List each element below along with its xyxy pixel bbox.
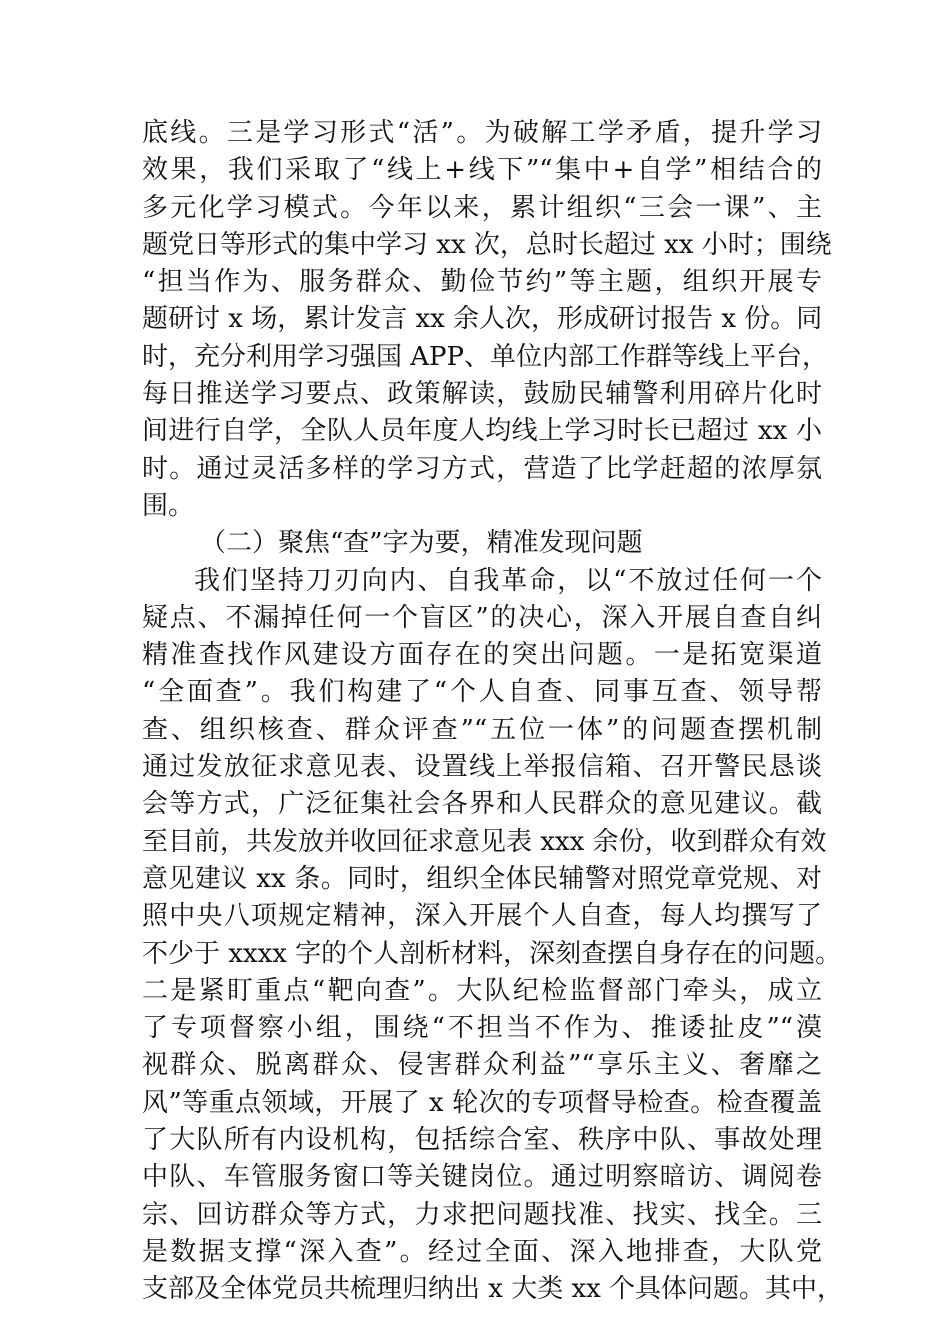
text-line: 精准查找作风建设方面存在的突出问题。一是拓宽渠道 — [142, 640, 822, 671]
text-line: 每日推送学习要点、政策解读，鼓励民辅警利用碎片化时 — [142, 379, 822, 410]
text-line: 围。 — [142, 490, 195, 521]
text-line: 了大队所有内设机构，包括综合室、秩序中队、事故处理 — [142, 1125, 822, 1156]
text-line: 至目前，共发放并收回征求意见表 xxx 余份，收到群众有效 — [142, 826, 827, 857]
text-line: 二是紧盯重点“靶向查”。大队纪检监督部门牵头，成立 — [142, 975, 822, 1006]
text-line: 意见建议 xx 条。同时，组织全体民辅警对照党章党规、对 — [142, 863, 822, 894]
text-line: “全面查”。我们构建了“个人自查、同事互查、领导帮 — [142, 677, 822, 708]
text-line: 题党日等形式的集中学习 xx 次，总时长超过 xx 小时；围绕 — [142, 229, 832, 260]
text-line: 不少于 xxxx 字的个人剖析材料，深刻查摆自身存在的问题。 — [142, 938, 842, 969]
text-line: 是数据支撑“深入查”。经过全面、深入地排查，大队党 — [142, 1236, 822, 1267]
text-line: 风”等重点领域，开展了 x 轮次的专项督导检查。检查覆盖 — [142, 1087, 822, 1118]
text-line: 查、组织核查、群众评查”“五位一体”的问题查摆机制 — [142, 714, 822, 745]
text-line: 支部及全体党员共梳理归纳出 x 大类 xx 个具体问题。其中， — [142, 1274, 844, 1305]
text-line: 会等方式，广泛征集社会各界和人民群众的意见建议。截 — [142, 789, 822, 820]
body-text — [142, 115, 844, 1309]
text-line: 时，充分利用学习强国 APP、单位内部工作群等线上平台， — [142, 341, 829, 372]
text-line: 宗、回访群众等方式，力求把问题找准、找实、找全。三 — [142, 1199, 822, 1230]
section-heading: （二）聚焦“查”字为要，精准发现问题 — [200, 528, 643, 559]
text-line: 疑点、不漏掉任何一个盲区”的决心，深入开展自查自纠 — [142, 602, 822, 633]
text-line: 底线。三是学习形式“活”。为破解工学矛盾，提升学习 — [142, 118, 822, 148]
text-line: 间进行自学，全队人员年度人均线上学习时长已超过 xx 小 — [142, 416, 822, 447]
text-line: 中队、车管服务窗口等关键岗位。通过明察暗访、调阅卷 — [142, 1162, 822, 1193]
text-line: 通过发放征求意见表、设置线上举报信箱、召开警民恳谈 — [142, 752, 822, 783]
text-line: 了专项督察小组，围绕“不担当不作为、推诿扯皮”“漠 — [142, 1013, 822, 1044]
text-line: 题研讨 x 场，累计发言 xx 余人次，形成研讨报告 x 份。同 — [142, 304, 823, 335]
text-line: 照中央八项规定精神，深入开展个人自查，每人均撰写了 — [142, 901, 822, 932]
text-line: 我们坚持刀刃向内、自我革命，以“不放过任何一个 — [194, 565, 822, 596]
text-line: “担当作为、服务群众、勤俭节约”等主题，组织开展专 — [142, 267, 822, 298]
text-line: 效果，我们采取了“线上+线下”“集中+自学”相结合的 — [142, 155, 822, 186]
text-line: 时。通过灵活多样的学习方式，营造了比学赶超的浓厚氛 — [142, 453, 822, 484]
text-line: 视群众、脱离群众、侵害群众利益”“享乐主义、奢靡之 — [142, 1050, 822, 1081]
text-line: 多元化学习模式。今年以来，累计组织“三会一课”、主 — [142, 192, 822, 223]
